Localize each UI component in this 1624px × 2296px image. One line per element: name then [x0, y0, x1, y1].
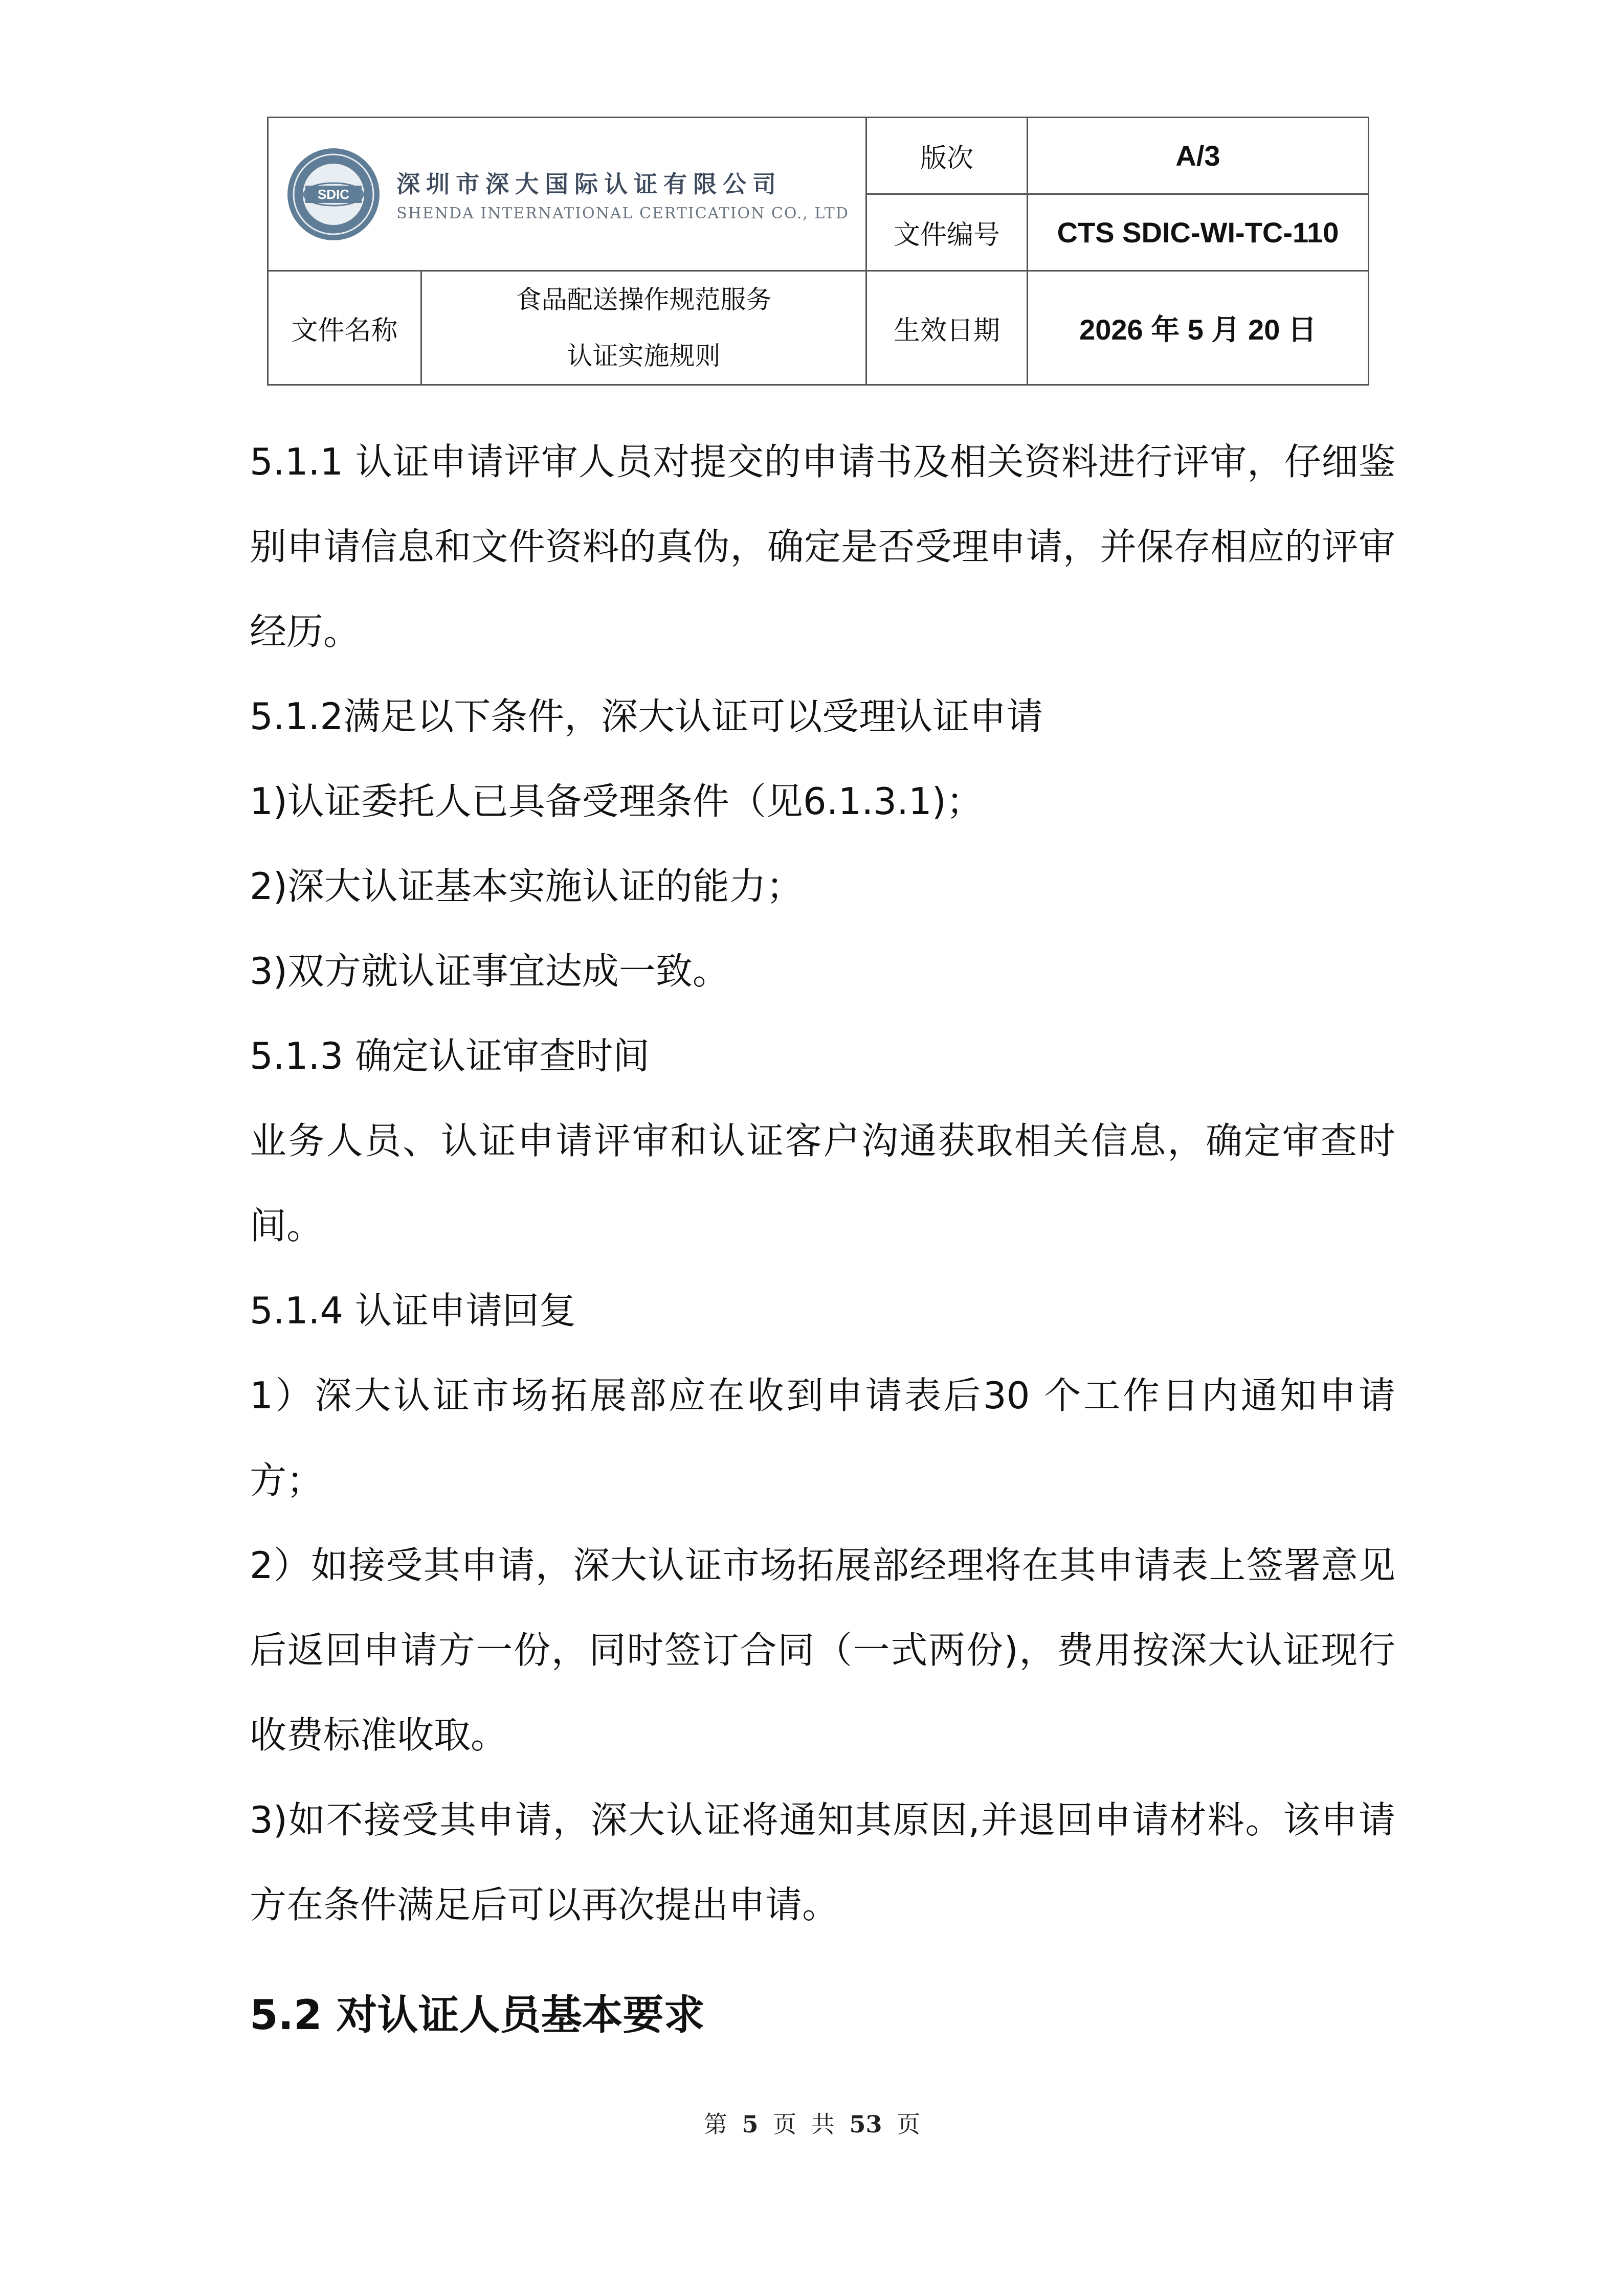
section-heading-5-2: 5.2 对认证人员基本要求: [250, 1991, 705, 2039]
effective-date-label: 生效日期: [866, 271, 1028, 385]
list-item-condition-2: 2)深大认证基本实施认证的能力；: [250, 865, 803, 908]
file-name-label: 文件名称: [268, 271, 421, 385]
effective-date-value: 2026 年 5 月 20 日: [1028, 271, 1369, 385]
file-name-line-1: 食品配送操作规范服务: [516, 285, 772, 314]
footer-suffix: 页: [897, 2110, 921, 2138]
company-name-en: SHENDA INTERNATIONAL CERTICATION CO., LTD: [396, 205, 849, 222]
version-value: A/3: [1028, 118, 1369, 194]
page-footer: [0, 2106, 1624, 2140]
list-item-condition-3: 3)双方就认证事宜达成一致。: [250, 950, 729, 993]
company-seal-icon: [285, 146, 382, 243]
document-body: [250, 419, 1395, 2058]
footer-page-number: 5: [742, 2110, 759, 2138]
paragraph-review-time: 业务人员、认证申请评审和认证客户沟通获取相关信息，确定审查时间。: [250, 1119, 1395, 1247]
paragraph-5-1-4: 5.1.4 认证申请回复: [250, 1289, 576, 1332]
file-name-line-2: 认证实施规则: [567, 341, 721, 371]
list-item-reply-1: 1）深大认证市场拓展部应在收到申请表后30 个工作日内通知申请方；: [250, 1374, 1395, 1502]
company-name-cn: 深圳市深大国际认证有限公司: [396, 170, 783, 198]
company-logo-cell: [268, 118, 866, 271]
paragraph-5-1-3: 5.1.3 确定认证审查时间: [250, 1034, 650, 1077]
document-header-table: [267, 117, 1369, 386]
paragraph-5-1-2: 5.1.2满足以下条件，深大认证可以受理认证申请: [250, 695, 1043, 738]
list-item-reply-2: 2）如接受其申请，深大认证市场拓展部经理将在其申请表上签署意见后返回申请方一份，同时签订合同（一式两份)，费用按深大认证现行收费标准收取。: [250, 1544, 1395, 1757]
file-number-value: CTS SDIC-WI-TC-110: [1028, 194, 1369, 271]
file-number-label: 文件编号: [866, 194, 1028, 271]
file-name-value: [421, 271, 866, 385]
paragraph-5-1-1: 5.1.1 认证申请评审人员对提交的申请书及相关资料进行评审，仔细鉴别申请信息和文件资料的真伪，确定是否受理申请，并保存相应的评审经历。: [250, 440, 1395, 653]
version-label: 版次: [866, 118, 1028, 194]
footer-prefix: 第: [703, 2110, 727, 2138]
footer-mid: 页 共: [773, 2110, 835, 2138]
list-item-reply-3: 3)如不接受其申请，深大认证将通知其原因,并退回申请材料。该申请方在条件满足后可以再次提出申请。: [250, 1798, 1395, 1926]
list-item-condition-1: 1)认证委托人已具备受理条件（见6.1.3.1)；: [250, 780, 983, 823]
logo-seal-text: SDIC: [318, 186, 350, 202]
company-logo: [269, 146, 865, 243]
footer-total-pages: 53: [849, 2110, 882, 2138]
